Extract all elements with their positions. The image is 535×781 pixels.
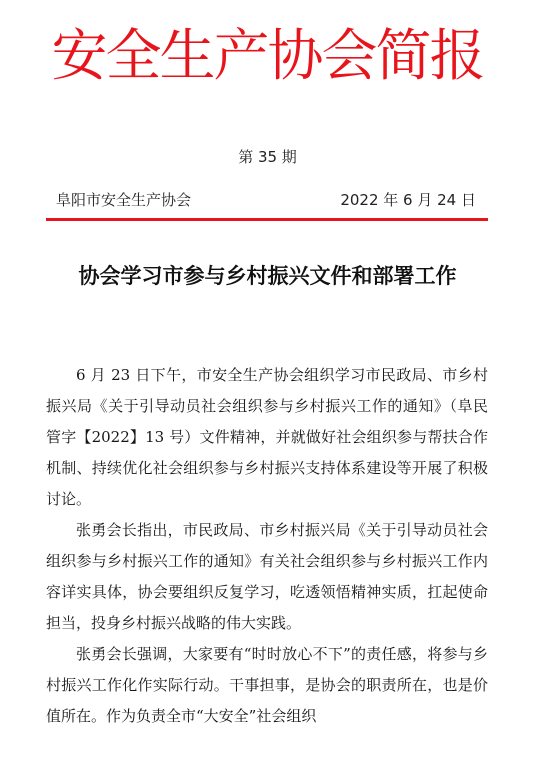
publisher-name: 阜阳市安全生产协会 (56, 191, 192, 209)
publish-date: 2022 年 6 月 24 日 (340, 191, 476, 209)
issue-number: 第 35 期 (238, 148, 297, 166)
paragraph: 张勇会长强调，大家要有“时时放心不下”的责任感，将参与乡村振兴工作化作实际行动。干事担事，是协会的职责所在，也是价值所在。作为负责全市“大安全”社会组织 (46, 645, 488, 725)
meta-row (56, 190, 476, 210)
masthead-divider (46, 218, 488, 221)
article-body (46, 360, 488, 732)
paragraph: 6 月 23 日下午，市安全生产协会组织学习市民政局、市乡村振兴局《关于引导动员社会组织参与乡村振兴工作的通知》（阜民管字【2022】13 号）文件精神，并就做好社会组织参与帮扶合作机制、持续优化社会组织参与乡村振兴支持体系建设等开展了积极讨论。 (46, 366, 488, 508)
bulletin-masthead: 安全生产协会简报 (51, 24, 484, 89)
article-title: 协会学习市参与乡村振兴文件和部署工作 (78, 264, 457, 288)
paragraph: 张勇会长指出，市民政局、市乡村振兴局《关于引导动员社会组织参与乡村振兴工作的通知》有关社会组织参与乡村振兴工作内容详实具体，协会要组织反复学习，吃透领悟精神实质，扛起使命担当，投身乡村振兴战略的伟大实践。 (46, 521, 488, 632)
